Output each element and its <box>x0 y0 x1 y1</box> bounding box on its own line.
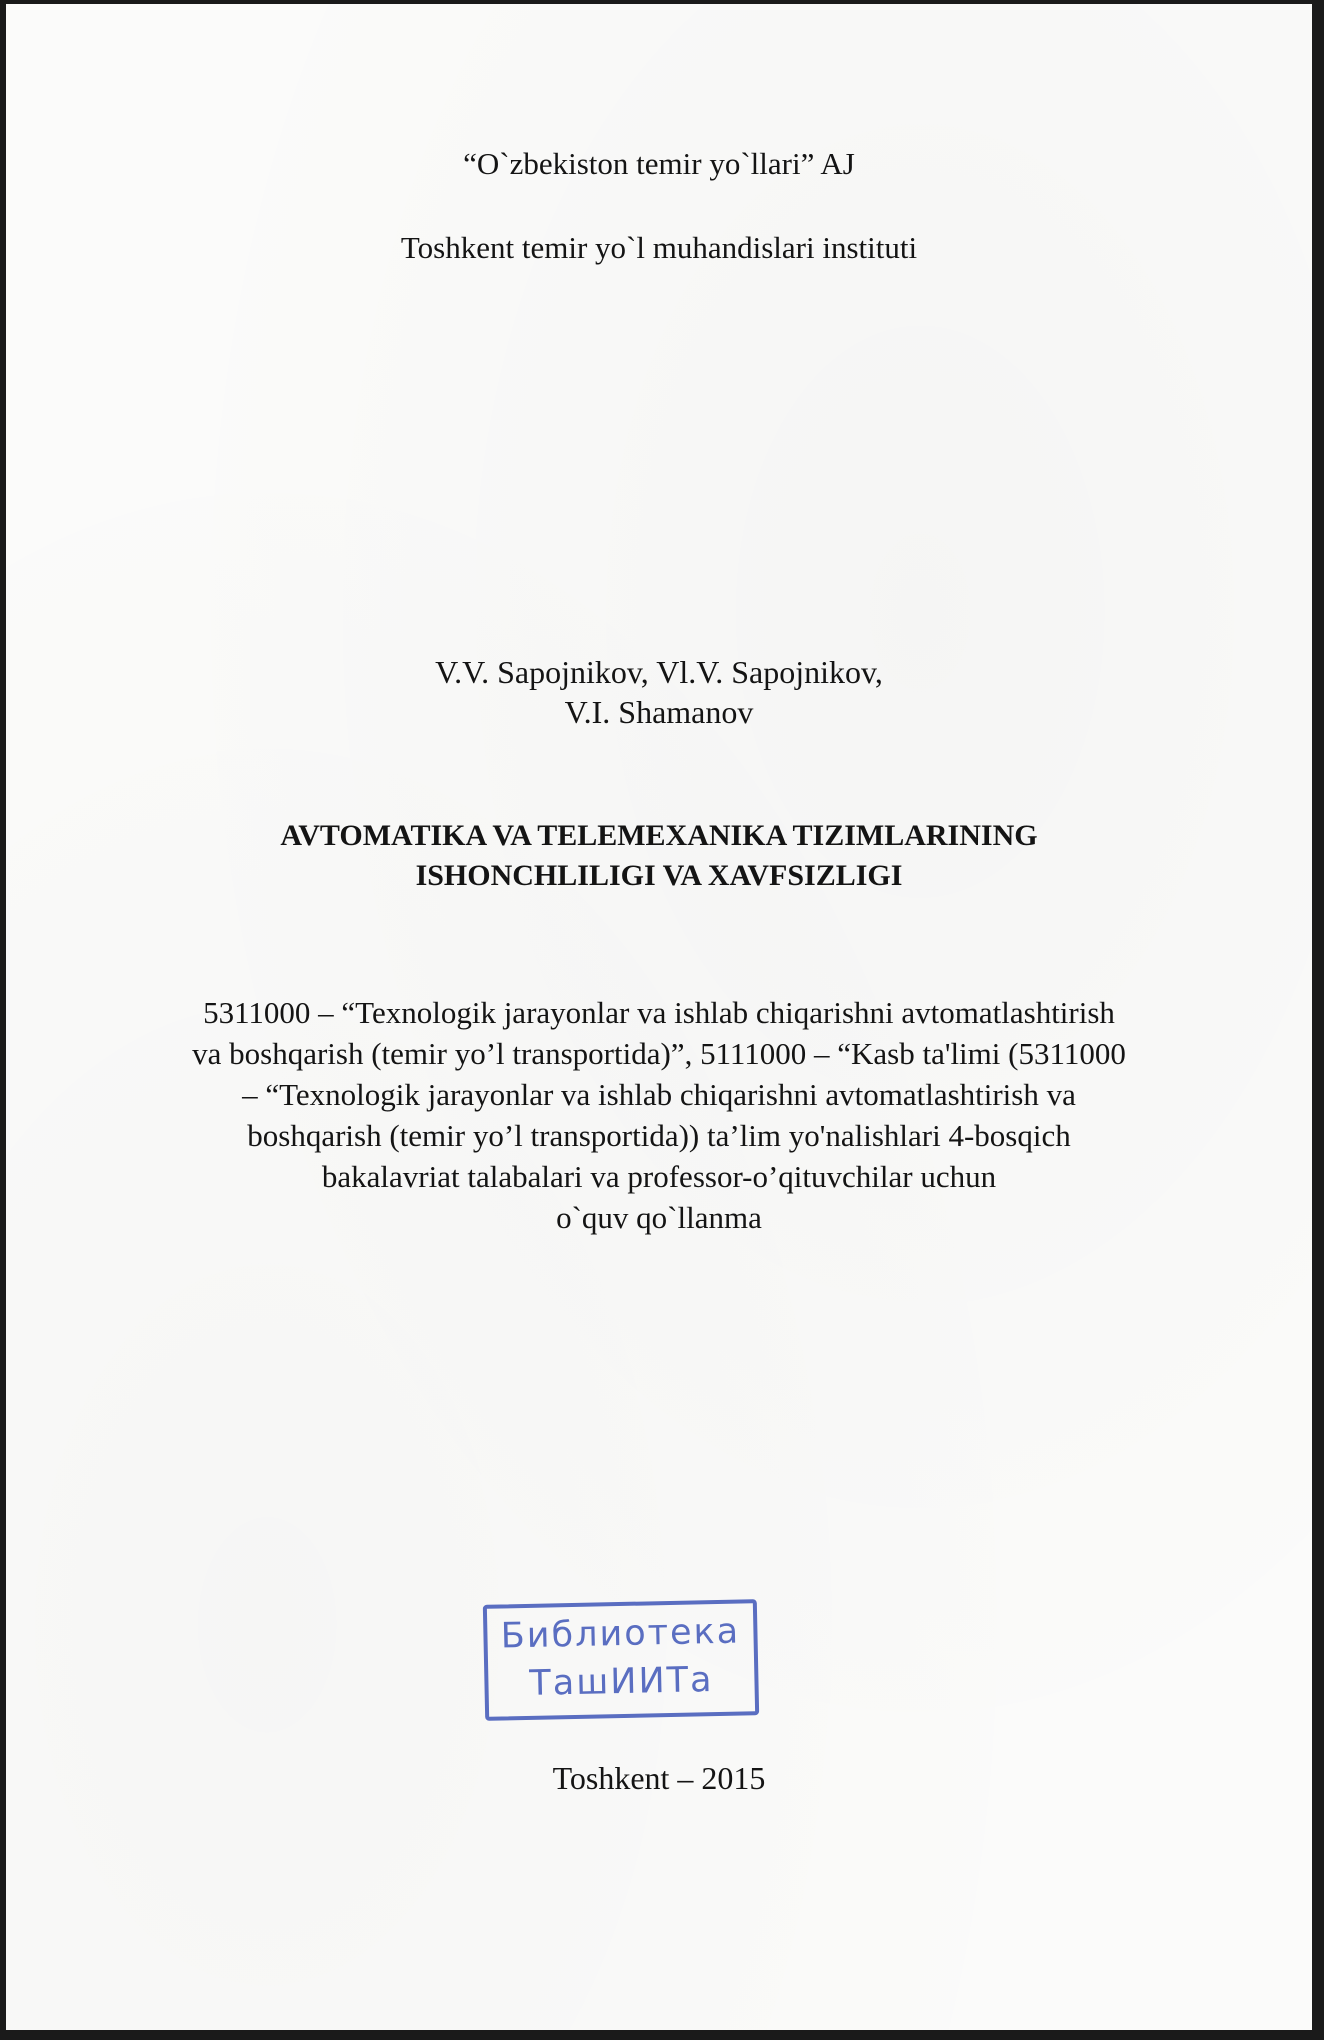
place-and-year: Toshkent – 2015 <box>552 1760 766 1796</box>
description-line: – “Texnologik jarayonlar va ishlab chiqarishni avtomatlashtirish va <box>242 1077 1076 1112</box>
book-title-line-1: AVTOMATIKA VA TELEMEXANIKA TIZIMLARINING <box>280 819 1038 852</box>
description-line: va boshqarish (temir yo’l transportida)”, 5111000 – “Kasb ta'limi (5311000 <box>192 1036 1126 1071</box>
description-line: bakalavriat talabalari va professor-o’qituvchilar uchun <box>321 1159 997 1194</box>
authors-block <box>6 652 1312 732</box>
organization-name: “O`zbekiston temir yo`llari” AJ <box>463 146 855 181</box>
stamp-line-2: ТашИИТа <box>529 1660 714 1704</box>
description-line: o`quv qo`llanma <box>556 1200 762 1235</box>
library-stamp <box>483 1599 759 1721</box>
authors-line-1: V.V. Sapojnikov, Vl.V. Sapojnikov, <box>435 654 883 690</box>
book-title-line-2: ISHONCHLILIGI VA XAVFSIZLIGI <box>415 859 903 892</box>
description-line: 5311000 – “Texnologik jarayonlar va ishlab chiqarishni avtomatlashtirish <box>203 995 1115 1030</box>
authors-line-2: V.I. Shamanov <box>564 694 754 730</box>
institute-name: Toshkent temir yo`l muhandislari instituti <box>400 230 918 265</box>
book-title <box>6 816 1312 896</box>
stamp-line-1: Библиотека <box>500 1611 741 1657</box>
description-line: boshqarish (temir yo’l transportida)) ta’lim yo'nalishlari 4-bosqich <box>247 1118 1071 1153</box>
description-block <box>6 992 1312 1238</box>
title-page <box>6 4 1312 2030</box>
